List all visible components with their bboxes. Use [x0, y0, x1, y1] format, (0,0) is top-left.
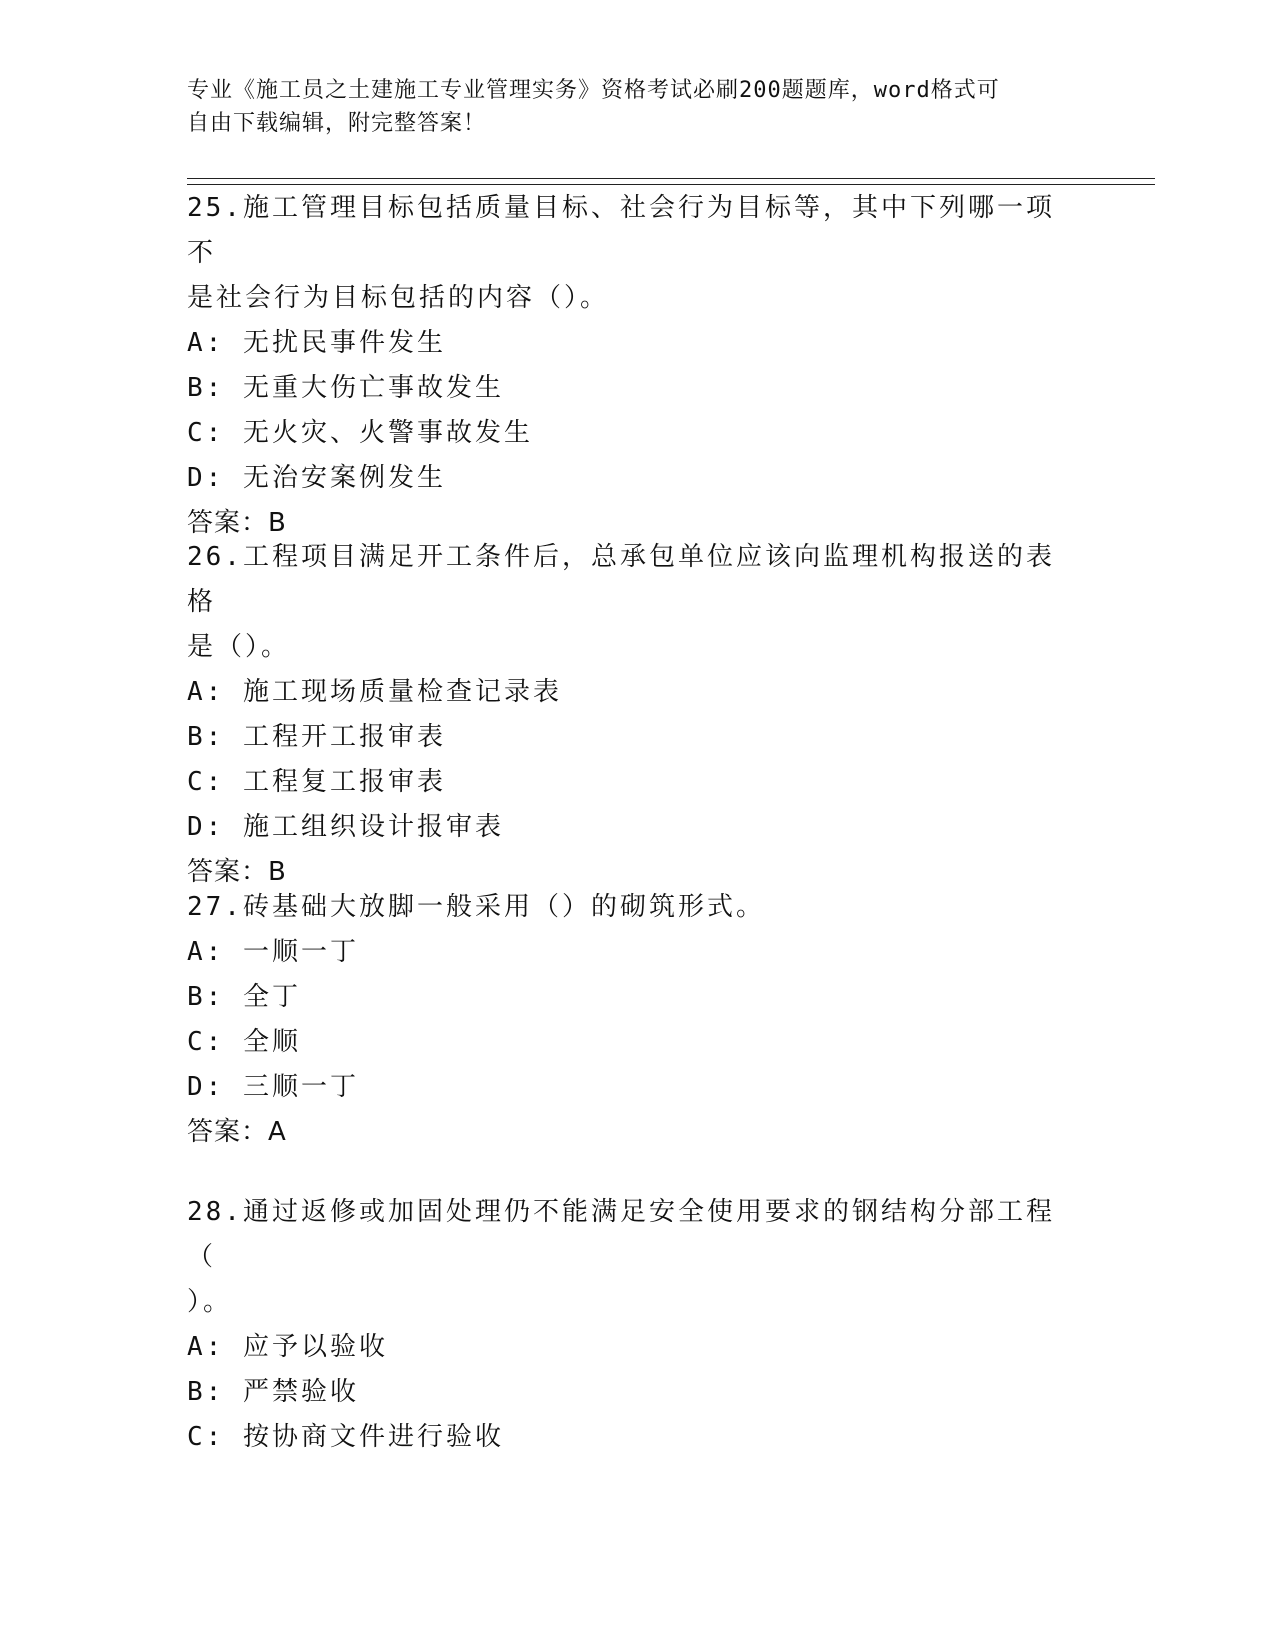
question-stem-line: 是社会行为目标包括的内容（）。 — [187, 283, 610, 313]
question-stem-line: 28.通过返修或加固处理仍不能满足安全使用要求的钢结构分部工程（ — [187, 1197, 1055, 1272]
question-stem-line: ）。 — [187, 1287, 233, 1317]
option-a: A: 无扰民事件发生 — [187, 328, 446, 358]
option-b: B: 无重大伤亡事故发生 — [187, 373, 504, 403]
answer — [187, 1110, 1077, 1155]
answer-label: 答案： — [187, 857, 269, 887]
option-b: B: 工程开工报审表 — [187, 722, 446, 752]
header-rule-top — [187, 178, 1155, 179]
header-rule-bottom — [187, 184, 1155, 185]
question-25 — [187, 186, 1077, 546]
answer-value: B — [268, 857, 287, 887]
header-line-2: 自由下载编辑，附完整答案！ — [187, 111, 487, 136]
question-stem-line: 27.砖基础大放脚一般采用（）的砌筑形式。 — [187, 892, 765, 922]
answer-label: 答案： — [187, 508, 269, 538]
option-d: D: 施工组织设计报审表 — [187, 812, 504, 842]
question-stem-line: 是（）。 — [187, 632, 291, 662]
question-27 — [187, 885, 1077, 1155]
option-a: A: 应予以验收 — [187, 1332, 388, 1362]
question-stem-line: 26.工程项目满足开工条件后，总承包单位应该向监理机构报送的表格 — [187, 542, 1055, 617]
question-stem-line: 25.施工管理目标包括质量目标、社会行为目标等，其中下列哪一项不 — [187, 193, 1055, 268]
option-c: C: 全顺 — [187, 1027, 301, 1057]
question-26 — [187, 535, 1077, 895]
answer-value: B — [268, 508, 287, 538]
option-a: A: 一顺一丁 — [187, 937, 359, 967]
option-a: A: 施工现场质量检查记录表 — [187, 677, 562, 707]
option-d: D: 三顺一丁 — [187, 1072, 359, 1102]
option-c: C: 工程复工报审表 — [187, 767, 446, 797]
option-c: C: 无火灾、火警事故发生 — [187, 418, 533, 448]
option-c: C: 按协商文件进行验收 — [187, 1422, 504, 1452]
option-b: B: 全丁 — [187, 982, 301, 1012]
question-28 — [187, 1190, 1077, 1460]
option-d: D: 无治安案例发生 — [187, 463, 446, 493]
answer-value: A — [268, 1117, 287, 1147]
header-line-1: 专业《施工员之土建施工专业管理实务》资格考试必刷200题题库，word格式可 — [187, 78, 1000, 103]
document-header — [187, 74, 1067, 140]
answer-label: 答案： — [187, 1117, 269, 1147]
option-b: B: 严禁验收 — [187, 1377, 359, 1407]
